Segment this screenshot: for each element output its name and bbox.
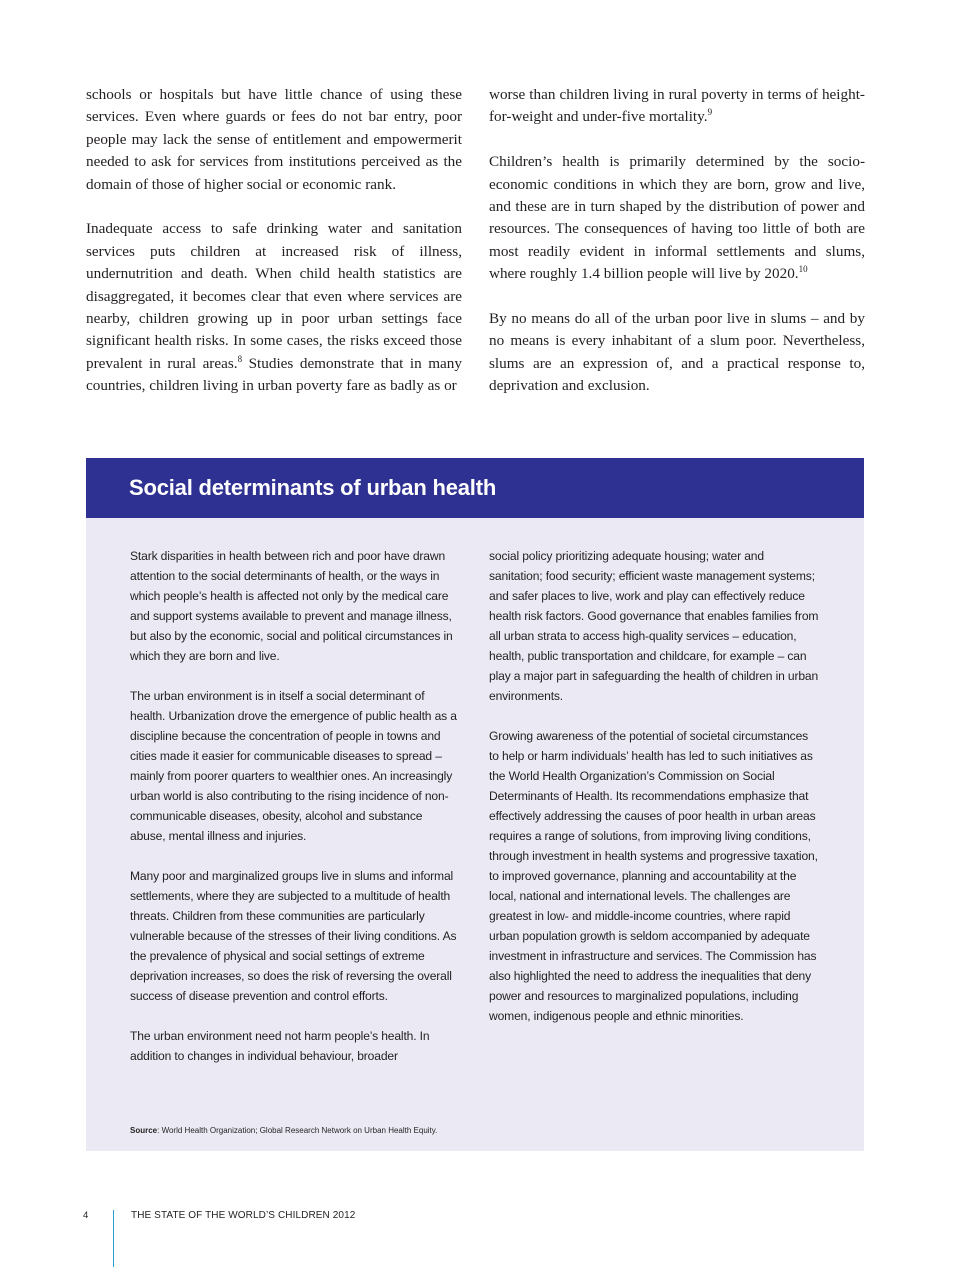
source-label: Source: [130, 1126, 158, 1135]
sidebar-box: [86, 458, 864, 1151]
source-text: : World Health Organization; Global Research Network on Urban Health Equity.: [157, 1126, 438, 1135]
intro-right-column: [489, 84, 865, 398]
box-left-column: [130, 546, 460, 1066]
intro-paragraph: worse than children living in rural poverty in terms of height-for-weight and under-five mortality.$^9$: [489, 86, 865, 126]
running-title: THE STATE OF THE WORLD’S CHILDREN 2012: [131, 1210, 356, 1221]
source-note: [130, 1126, 437, 1135]
intro-paragraph: Children’s health is primarily determined by the socioeconomic conditions in which they are born, grow and live, and these are in turn shaped by the distribution of power and resources. The consequences of having too little of both are most readily evident in informal settlements and slums, where roughly 1.4 billion people will live by 2020.10: [489, 153, 865, 283]
box-title: Social determinants of urban health: [129, 475, 497, 500]
box-paragraph: Stark disparities in health between rich and poor have drawn attention to the social determinants of health, or the ways in which people’s health is affected not only by the medical care and support systems available to prevent and manage illness, but also by the economic, social and political circumstances in which they are born and live.: [130, 549, 453, 663]
box-paragraph: The urban environment need not harm people’s health. In addition to changes in individual behaviour, broader: [130, 1029, 430, 1063]
box-paragraph: Growing awareness of the potential of societal circumstances to help or harm individuals’ health has led to such initiatives as the World Health Organization’s Commission on Social Determinants of Health. Its recommendations emphasize that effectively addressing the causes of poor health in urban areas requires a range of solutions, from improving living conditions, through investment in health systems and progressive taxation, to improved governance, planning and accountability at the local, national and international levels. The challenges are greatest in low- and middle-income countries, where rapid urban population growth is seldom accompanied by adequate investment in infrastructure and services. The Commission has also highlighted the need to address the inequalities that deny power and resources to marginalized populations, including women, indigenous people and ethnic minorities.: [489, 729, 818, 1023]
footnote-ref: 8: [237, 353, 243, 364]
box-paragraph: The urban environment is in itself a social determinant of health. Urbanization drove the emergence of public health as a discipline because the concentration of people in towns and cities made it easier for communicable diseases to spread – mainly from poorer quarters to wealthier ones. An increasingly urban world is also contributing to the rising incidence of non-communicable diseases, obesity, alcohol and substance abuse, mental illness and injuries.: [130, 689, 457, 843]
footer-rule: [113, 1210, 114, 1267]
intro-paragraph: By no means do all of the urban poor live in slums – and by no means is every inhabitant of a slum poor. Nevertheless, slums are an expression of, and a practical response to, deprivation and exclusion.: [489, 310, 865, 395]
page-number: 4: [83, 1210, 89, 1221]
footnote-ref: 9: [707, 107, 713, 118]
box-right-column: [489, 546, 819, 1026]
intro-paragraph: schools or hospitals but have little chance of using these services. Even where guards or fees do not bar entry, poor people may lack the sense of entitlement and empowermerit needed to ask for services from institutions perceived as the domain of those of higher social or economic rank.: [86, 86, 462, 193]
box-paragraph: Many poor and marginalized groups live in slums and informal settlements, where they are subjected to a multitude of health threats. Children from these communities are particularly vulnerable because of the stresses of their living conditions. As the prevalence of physical and social settings of extreme deprivation increases, so does the risk of reversing the overall success of disease prevention and control efforts.: [130, 869, 457, 1003]
intro-paragraph: Inadequate access to safe drinking water and sanitation services puts children at increased risk of illness, undernutrition and death. When child health statistics are disaggregated, it becomes clear that even where services are nearby, children growing up in poor urban settings face significant health risks. In some cases, the risks exceed those prevalent in rural areas.$^8$ Studies demonstrate that in many countries, children living in urban poverty fare as badly as or: [86, 220, 462, 395]
intro-left-column: [86, 84, 462, 398]
box-header: [86, 458, 864, 518]
footnote-ref: 10: [798, 264, 808, 275]
box-paragraph: social policy prioritizing adequate housing; water and sanitation; food security; efficient waste management systems; and safer places to live, work and play can effectively reduce health risk factors. Good governance that enables families from all urban strata to access high-quality services – education, health, public transportation and childcare, for example – can play a major part in safeguarding the health of children in urban environments.: [489, 549, 819, 703]
